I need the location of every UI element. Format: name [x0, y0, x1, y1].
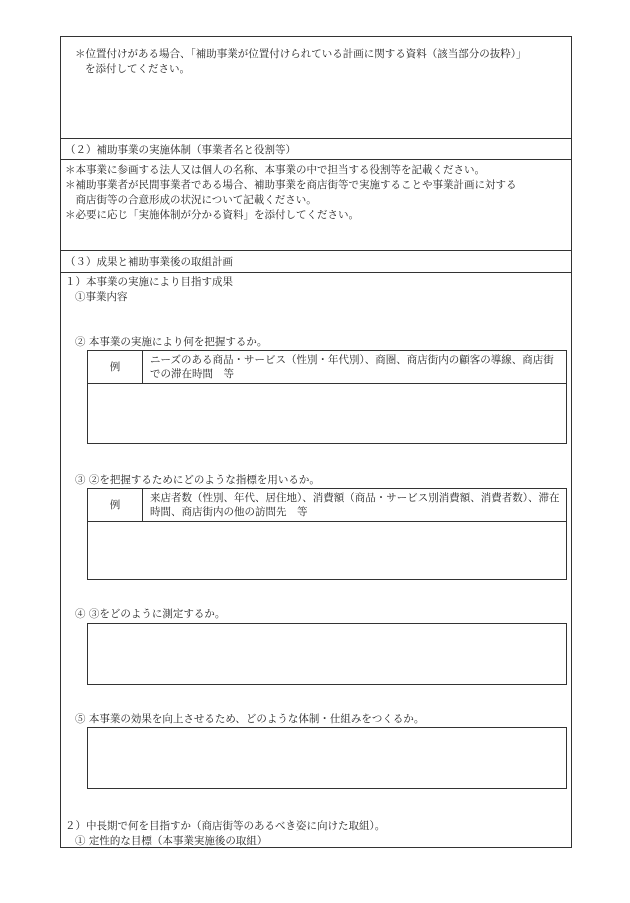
answer-box-1-3[interactable] — [87, 521, 567, 580]
example-text: 来店者数（性別、年代、居住地）、消費額（商品・サービス別消費額、消費者数）、滞在時間、商店街内の他の訪問先 等 — [150, 492, 560, 518]
answer-box-1-5[interactable] — [87, 727, 567, 789]
divider — [61, 272, 571, 273]
section2-header: （２）補助事業の実施体制（事業者名と役割等） — [65, 144, 296, 156]
item-1-4-heading: ④ ③をどのように測定するか。 — [75, 608, 226, 620]
item-2-heading: ２）中長期で何を目指すか（商店街等のあるべき姿に向けた取組）。 — [65, 820, 386, 832]
answer-box-1-4[interactable] — [87, 623, 567, 685]
item-1-1-heading: ①事業内容 — [75, 291, 128, 303]
example-label: 例 — [88, 351, 143, 383]
section1-note-line1: ＊位置付けがある場合、「補助事業が位置付けられている計画に関する資料（該当部分の抜粋）」 — [75, 48, 527, 60]
section2-note: ＊必要に応じ「実施体制が分かる資料」を添付してください。 — [65, 209, 359, 221]
item-1-heading: １）本事業の実施により目指す成果 — [65, 276, 233, 288]
application-form — [60, 36, 572, 848]
example-label: 例 — [88, 489, 143, 521]
item-1-5-heading: ⑤ 本事業の効果を向上させるため、どのような体制・仕組みをつくるか。 — [75, 713, 425, 725]
example-table-2 — [87, 488, 567, 522]
section2-note: 商店街等の合意形成の状況について記載ください。 — [65, 194, 317, 206]
divider — [61, 138, 571, 139]
divider — [61, 159, 571, 160]
item-1-2-heading: ② 本事業の実施により何を把握するか。 — [75, 336, 268, 348]
example-table-1 — [87, 350, 567, 384]
answer-box-1-2[interactable] — [87, 383, 567, 444]
item-1-3-heading: ③ ②を把握するためにどのような指標を用いるか。 — [75, 474, 320, 486]
item-2-1-heading: ① 定性的な目標（本事業実施後の取組） — [75, 835, 268, 847]
section3-header: （３）成果と補助事業後の取組計画 — [65, 256, 233, 268]
section1-note-line2: を添付してください。 — [85, 63, 190, 75]
section2-note: ＊補助事業者が民間事業者である場合、補助事業を商店街等で実施することや事業計画に対する — [65, 179, 517, 191]
example-text: ニーズのある商品・サービス（性別・年代別）、商圏、商店街内の顧客の導線、商店街での滞在時間 等 — [150, 354, 554, 380]
divider — [61, 250, 571, 251]
section2-note: ＊本事業に参画する法人又は個人の名称、本事業の中で担当する役割等を記載ください。 — [65, 164, 485, 176]
